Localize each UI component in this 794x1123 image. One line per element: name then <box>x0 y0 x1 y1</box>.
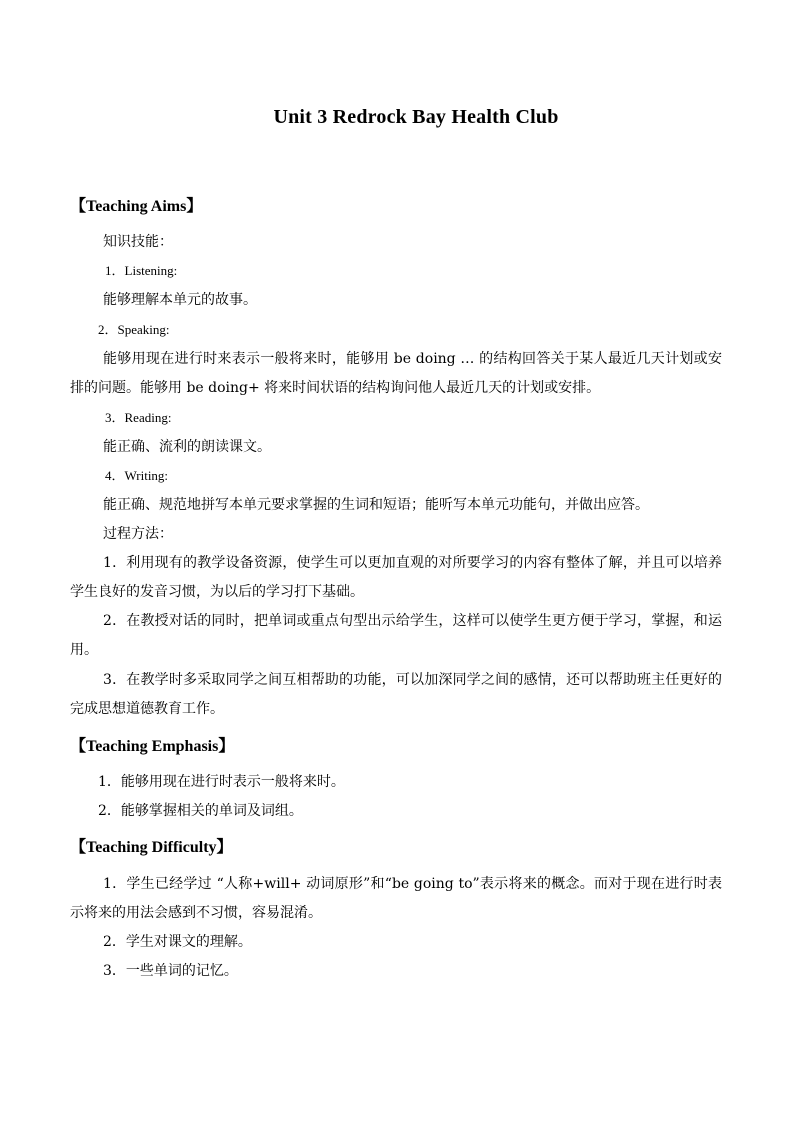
aim-item-listening-desc: 能够理解本单元的故事。 <box>103 292 257 308</box>
process-item: 1．利用现有的教学设备资源，使学生可以更加直观的对所要学习的内容有整体了解，并且可以培养学生良好的发音习惯，为以后的学习打下基础。 <box>70 555 722 600</box>
aim-item-number: 1． <box>105 263 125 278</box>
aim-item-number: 4． <box>105 468 125 483</box>
aim-item-number: 3． <box>105 410 125 425</box>
difficulty-item: 1．学生已经学过 “人称+will+ 动词原形”和“be going to”表示将来的概念。而对于现在进行时表示将来的用法会感到不习惯，容易混淆。 <box>70 876 722 921</box>
process-item: 3．在教学时多采取同学之间互相帮助的功能，可以加深同学之间的感情，还可以帮助班主任更好的完成思想道德教育工作。 <box>70 672 722 717</box>
aim-item-writing-desc: 能正确、规范地拼写本单元要求掌握的生词和短语；能听写本单元功能句，并做出应答。 <box>103 497 649 513</box>
aim-item-name: Listening: <box>124 263 178 278</box>
difficulty-item: 3．一些单词的记忆。 <box>103 963 238 979</box>
skills-label: 知识技能： <box>103 234 173 250</box>
aim-item-name: Reading: <box>124 410 172 425</box>
teaching-emphasis-heading: 【Teaching Emphasis】 <box>70 738 235 755</box>
aim-item-reading-desc: 能正确、流利的朗读课文。 <box>103 439 271 455</box>
emphasis-item: 1．能够用现在进行时表示一般将来时。 <box>98 774 345 790</box>
aim-item-speaking-title <box>98 320 170 340</box>
aim-item-speaking-desc: 能够用现在进行时来表示一般将来时，能够用 be doing … 的结构回答关于某人最近几天计划或安排的问题。能够用 be doing+ 将来时间状语的结构询问他人最近几天的计划或安排。 <box>70 351 722 396</box>
emphasis-item: 2．能够掌握相关的单词及词组。 <box>98 803 303 819</box>
aim-item-reading-title <box>105 408 171 428</box>
teaching-difficulty-heading: 【Teaching Difficulty】 <box>70 839 233 856</box>
process-item: 2．在教授对话的同时，把单词或重点句型出示给学生，这样可以使学生更方便于学习，掌握，和运用。 <box>70 613 722 658</box>
aim-item-name: Writing: <box>124 468 169 483</box>
aim-item-writing-title <box>105 466 168 486</box>
difficulty-item: 2．学生对课文的理解。 <box>103 934 252 950</box>
aim-item-name: Speaking: <box>117 322 170 337</box>
aim-item-number: 2． <box>98 322 118 337</box>
document-title: Unit 3 Redrock Bay Health Club <box>273 106 559 128</box>
process-label: 过程方法： <box>103 526 173 542</box>
aim-item-listening-title <box>105 261 177 281</box>
teaching-aims-heading: 【Teaching Aims】 <box>70 198 203 215</box>
